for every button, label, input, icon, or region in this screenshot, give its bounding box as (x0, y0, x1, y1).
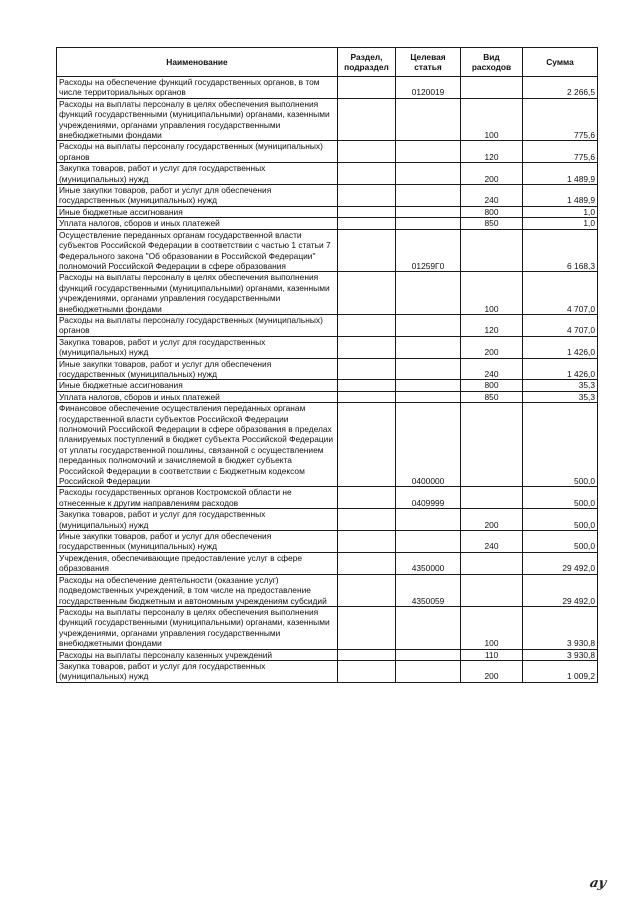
cell-sum: 500,0 (523, 509, 598, 531)
cell-sum: 4 707,0 (523, 272, 598, 315)
cell-target: 01259Г0 (396, 229, 461, 272)
cell-sum: 1 489,9 (523, 185, 598, 207)
table-row (57, 218, 598, 229)
cell-target: 4350000 (396, 552, 461, 574)
cell-sum: 4 707,0 (523, 314, 598, 336)
cell-target (396, 358, 461, 380)
cell-name: Закупка товаров, работ и услуг для государственных (муниципальных) нужд (57, 509, 338, 531)
cell-type: 100 (461, 272, 523, 315)
cell-target (396, 272, 461, 315)
cell-target (396, 218, 461, 229)
cell-type (461, 77, 523, 99)
cell-sum: 1,0 (523, 206, 598, 217)
cell-sum: 35,3 (523, 391, 598, 402)
table-row (57, 336, 598, 358)
table-body (57, 77, 598, 683)
table-row (57, 552, 598, 574)
table-row (57, 487, 598, 509)
table-row (57, 77, 598, 99)
cell-section (338, 218, 396, 229)
table-row (57, 391, 598, 402)
cell-type: 240 (461, 185, 523, 207)
cell-target (396, 163, 461, 185)
cell-target (396, 185, 461, 207)
cell-sum: 500,0 (523, 403, 598, 487)
cell-sum: 1 489,9 (523, 163, 598, 185)
header-target: Целевая статья (396, 48, 461, 77)
cell-target: 0400000 (396, 403, 461, 487)
cell-type: 800 (461, 206, 523, 217)
cell-type: 240 (461, 531, 523, 553)
cell-section (338, 98, 396, 141)
cell-sum: 500,0 (523, 531, 598, 553)
cell-name: Расходы на выплаты персоналу в целях обеспечения выполнения функций государственными (муниципальными) органами, казенными учреждениями, органами управления государственными внебюджетными фондами (57, 272, 338, 315)
table-row (57, 531, 598, 553)
cell-type (461, 574, 523, 606)
table-row (57, 649, 598, 660)
cell-type: 200 (461, 660, 523, 682)
cell-section (338, 185, 396, 207)
table-row (57, 141, 598, 163)
cell-name: Расходы на обеспечение функций государственных органов, в том числе территориальных органов (57, 77, 338, 99)
table-row (57, 206, 598, 217)
cell-section (338, 531, 396, 553)
cell-name: Расходы государственных органов Костромской области не отнесенные к другим направлениям расходов (57, 487, 338, 509)
cell-type (461, 403, 523, 487)
cell-type (461, 229, 523, 272)
cell-name: Закупка товаров, работ и услуг для государственных (муниципальных) нужд (57, 660, 338, 682)
table-row (57, 163, 598, 185)
cell-target: 4350059 (396, 574, 461, 606)
cell-target (396, 336, 461, 358)
cell-section (338, 487, 396, 509)
cell-target (396, 141, 461, 163)
cell-name: Уплата налогов, сборов и иных платежей (57, 391, 338, 402)
cell-target (396, 606, 461, 649)
cell-sum: 775,6 (523, 98, 598, 141)
cell-section (338, 403, 396, 487)
cell-section (338, 380, 396, 391)
cell-type: 110 (461, 649, 523, 660)
cell-type: 800 (461, 380, 523, 391)
cell-name: Иные бюджетные ассигнования (57, 380, 338, 391)
cell-name: Закупка товаров, работ и услуг для государственных (муниципальных) нужд (57, 163, 338, 185)
table-row (57, 185, 598, 207)
cell-section (338, 660, 396, 682)
table-row (57, 380, 598, 391)
cell-type: 100 (461, 98, 523, 141)
cell-section (338, 552, 396, 574)
cell-section (338, 272, 396, 315)
cell-sum: 3 930,8 (523, 649, 598, 660)
cell-type: 120 (461, 314, 523, 336)
table-row (57, 358, 598, 380)
cell-name: Иные закупки товаров, работ и услуг для обеспечения государственных (муниципальных) нужд (57, 531, 338, 553)
cell-type: 240 (461, 358, 523, 380)
cell-type: 850 (461, 218, 523, 229)
cell-name: Иные закупки товаров, работ и услуг для обеспечения государственных (муниципальных) нужд (57, 185, 338, 207)
cell-sum: 29 492,0 (523, 552, 598, 574)
cell-section (338, 229, 396, 272)
cell-name: Уплата налогов, сборов и иных платежей (57, 218, 338, 229)
cell-name: Финансовое обеспечение осуществления переданных органам государственной власти субъектов Российской Федерации полномочий Российской Федерации в сфере образования в пределах планируемых поступлений в бюджет субъекта Российской Федерации от уплаты государственной пошлины, связанной с осуществлением переданных полномочий и зачисляемой в бюджет субъекта Российской Федерации в соответствии с Бюджетным кодексом Российской Федерации (57, 403, 338, 487)
cell-name: Расходы на выплаты персоналу казенных учреждений (57, 649, 338, 660)
cell-section (338, 391, 396, 402)
cell-sum: 1,0 (523, 218, 598, 229)
table-header-row (57, 48, 598, 77)
header-sum: Сумма (523, 48, 598, 77)
budget-table (56, 47, 598, 683)
cell-section (338, 649, 396, 660)
cell-type: 200 (461, 336, 523, 358)
cell-name: Иные бюджетные ассигнования (57, 206, 338, 217)
cell-section (338, 141, 396, 163)
cell-name: Расходы на выплаты персоналу государственных (муниципальных) органов (57, 141, 338, 163)
cell-sum: 1 426,0 (523, 336, 598, 358)
cell-target (396, 649, 461, 660)
cell-target (396, 314, 461, 336)
header-section: Раздел, подраздел (338, 48, 396, 77)
cell-target: 0120019 (396, 77, 461, 99)
cell-sum: 2 266,5 (523, 77, 598, 99)
cell-target: 0409999 (396, 487, 461, 509)
cell-type: 200 (461, 509, 523, 531)
cell-sum: 6 168,3 (523, 229, 598, 272)
cell-type: 850 (461, 391, 523, 402)
cell-section (338, 314, 396, 336)
cell-section (338, 358, 396, 380)
cell-target (396, 380, 461, 391)
cell-section (338, 606, 396, 649)
table-row (57, 660, 598, 682)
cell-type: 100 (461, 606, 523, 649)
cell-target (396, 391, 461, 402)
cell-sum: 3 930,8 (523, 606, 598, 649)
cell-type: 120 (461, 141, 523, 163)
cell-name: Расходы на обеспечение деятельности (оказание услуг) подведомственных учреждений, в том числе на предоставление государственным бюджетным и автономным учреждениям субсидий (57, 574, 338, 606)
cell-section (338, 163, 396, 185)
cell-type (461, 487, 523, 509)
cell-name: Расходы на выплаты персоналу в целях обеспечения выполнения функций государственными (муниципальными) органами, казенными учреждениями, органами управления государственными внебюджетными фондами (57, 98, 338, 141)
cell-name: Иные закупки товаров, работ и услуг для обеспечения государственных (муниципальных) нужд (57, 358, 338, 380)
cell-section (338, 509, 396, 531)
cell-sum: 35,3 (523, 380, 598, 391)
cell-sum: 1 009,2 (523, 660, 598, 682)
cell-target (396, 660, 461, 682)
header-type: Вид расходов (461, 48, 523, 77)
cell-target (396, 98, 461, 141)
table-row (57, 314, 598, 336)
cell-sum: 775,6 (523, 141, 598, 163)
table-row (57, 509, 598, 531)
cell-target (396, 509, 461, 531)
cell-name: Учреждения, обеспечивающие предоставление услуг в сфере образования (57, 552, 338, 574)
table-row (57, 272, 598, 315)
table-row (57, 574, 598, 606)
cell-section (338, 77, 396, 99)
cell-target (396, 531, 461, 553)
cell-sum: 29 492,0 (523, 574, 598, 606)
cell-section (338, 206, 396, 217)
cell-target (396, 206, 461, 217)
table-row (57, 98, 598, 141)
header-name: Наименование (57, 48, 338, 77)
cell-section (338, 574, 396, 606)
table-row (57, 229, 598, 272)
cell-name: Расходы на выплаты персоналу в целях обеспечения выполнения функций государственными (муниципальными) органами, казенными учреждениями, органами управления государственными внебюджетными фондами (57, 606, 338, 649)
cell-name: Осуществление переданных органам государственной власти субъектов Российской Федерации в соответствии с частью 1 статьи 7 Федерального закона "Об образовании в Российской Федерации" полномочий Российской Федерации в сфере образования (57, 229, 338, 272)
cell-name: Расходы на выплаты персоналу государственных (муниципальных) органов (57, 314, 338, 336)
cell-section (338, 336, 396, 358)
cell-type (461, 552, 523, 574)
table-row (57, 403, 598, 487)
cell-sum: 500,0 (523, 487, 598, 509)
handwritten-signature: ау (588, 876, 608, 891)
cell-name: Закупка товаров, работ и услуг для государственных (муниципальных) нужд (57, 336, 338, 358)
cell-sum: 1 426,0 (523, 358, 598, 380)
table-row (57, 606, 598, 649)
cell-type: 200 (461, 163, 523, 185)
